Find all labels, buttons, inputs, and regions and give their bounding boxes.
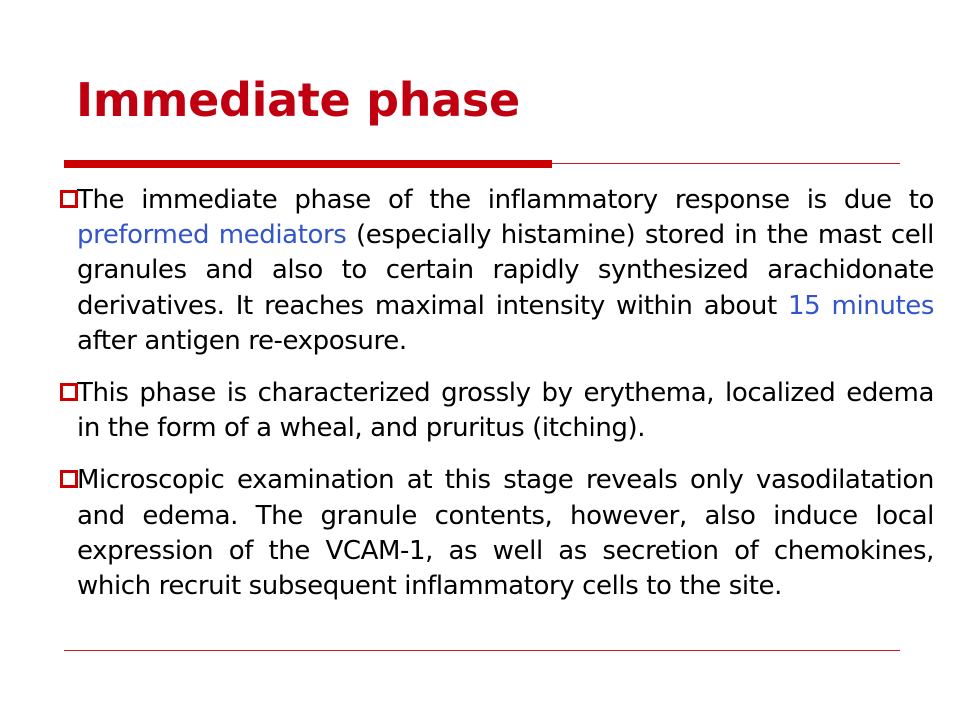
slide-title: Immediate phase (76, 73, 520, 127)
square-bullet-icon (60, 470, 78, 488)
highlight-preformed-mediators: preformed mediators (77, 220, 347, 251)
bullet-text-part: The immediate phase of the inflammatory response is due to (77, 185, 934, 215)
bullet-item-microscopic-findings (60, 463, 934, 604)
square-bullet-icon (60, 190, 78, 208)
bottom-divider-line (64, 650, 900, 651)
bullet-item-gross-findings (60, 376, 934, 446)
bullet-list (60, 183, 934, 621)
title-accent-bar (64, 160, 552, 168)
bullet-text: Microscopic examination at this stage reveals only vasodilatation and edema. The granule contents, however, also induce local expression of the VCAM-1, as well as secretion of chemokines, which recruit subsequent inflammatory cells to the site. (77, 465, 934, 602)
bullet-text-part: after antigen re-exposure. (77, 325, 407, 356)
bullet-text: This phase is characterized grossly by erythema, localized edema in the form of a wheal, and pruritus (itching). (77, 378, 934, 444)
bullet-item-immediate-phase (60, 183, 934, 359)
square-bullet-icon (60, 383, 78, 401)
highlight-time: 15 minutes (788, 290, 934, 321)
bullet-text-part: (especially histamine) stored in the mast cell granules and also to certain rapidly synthesized arachidonate derivatives. It reaches maximal intensity within about (77, 220, 934, 321)
